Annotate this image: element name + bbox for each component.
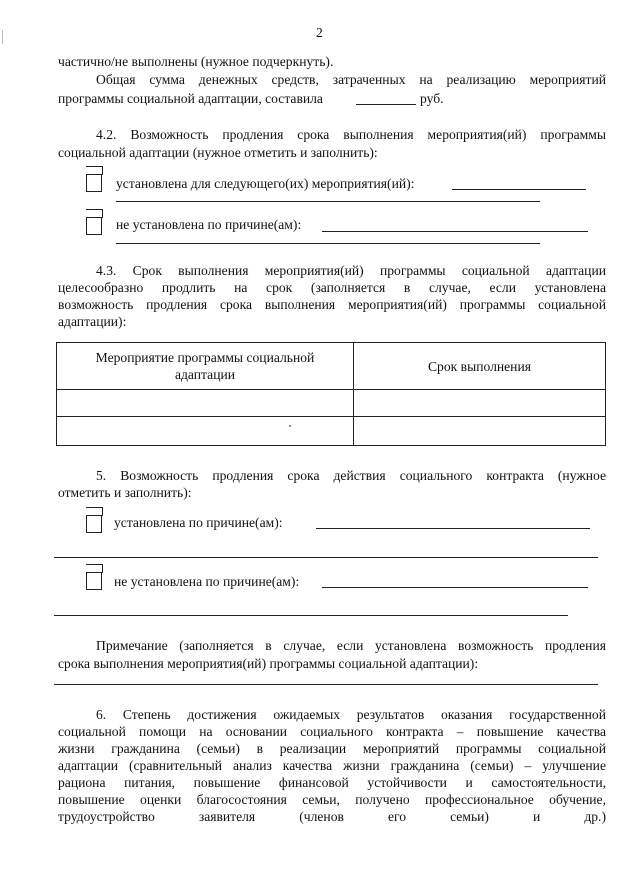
fill-line[interactable] [452, 189, 586, 190]
checkbox-4-2-established[interactable] [86, 174, 102, 192]
fill-line[interactable] [54, 557, 598, 558]
currency-label: руб. [420, 91, 444, 106]
amount-blank[interactable] [356, 104, 416, 105]
text-line: социальной адаптации (нужное отметить и заполнить): [58, 145, 378, 160]
table-cell[interactable] [354, 390, 606, 417]
scan-speck [289, 425, 291, 427]
section-4-2-heading: 4.2. Возможность продления срока выполнения мероприятия(ий) программы [96, 127, 606, 142]
table-header-term: Срок выполнения [354, 343, 606, 390]
checkbox-5-not-established[interactable] [86, 572, 102, 590]
fill-line[interactable] [54, 615, 568, 616]
text-line: программы социальной адаптации, составила [58, 91, 323, 106]
text-line: рациона питания, повышение финансовой устойчивости и самостоятельности, [58, 775, 606, 790]
text-line: целесообразно продлить на срок (заполняется в случае, если установлена [58, 280, 606, 295]
fill-line[interactable] [116, 243, 540, 244]
text-line: отметить и заполнить): [58, 485, 192, 500]
table-cell[interactable] [57, 417, 354, 446]
scan-edge-mark [2, 30, 3, 44]
fill-line[interactable] [322, 231, 588, 232]
text-line: адаптации (сравнительный анализ качества жизни гражданина (семьи) – улучшение [58, 758, 606, 773]
section-5-heading: 5. Возможность продления срока действия социального контракта (нужное [96, 468, 606, 483]
text-line: Общая сумма денежных средств, затраченных на реализацию мероприятий [96, 72, 606, 87]
text-line: адаптации): [58, 314, 127, 329]
text-line: частично/не выполнены (нужное подчеркнуть). [58, 54, 334, 69]
fill-line[interactable] [316, 528, 590, 529]
fill-line[interactable] [116, 201, 540, 202]
table-cell[interactable] [354, 417, 606, 446]
table-row [57, 417, 606, 446]
page-number: 2 [316, 25, 323, 40]
text-line: повышение оценки благосостояния семьи, получено профессиональное обучение, [58, 792, 606, 807]
text-line: возможность продления срока выполнения мероприятия(ий) программы социальной [58, 297, 606, 312]
text-line: жизни гражданина (семьи) в реализации мероприятий программы социальной [58, 741, 606, 756]
table-header-activity: Мероприятие программы социальной адаптации [57, 343, 354, 390]
text-line: трудоустройство заявителя (членов его семьи) и др.) [58, 809, 606, 824]
option-label: не установлена по причине(ам): [116, 217, 302, 232]
section-6-heading: 6. Степень достижения ожидаемых результатов оказания государственной [96, 707, 606, 722]
option-label: установлена по причине(ам): [114, 515, 283, 530]
note-heading: Примечание (заполняется в случае, если установлена возможность продления [96, 638, 606, 653]
extension-table [56, 342, 606, 446]
text-line: социальной помощи на основании социального контракта – повышение качества [58, 724, 606, 739]
option-label: не установлена по причине(ам): [114, 574, 300, 589]
fill-line[interactable] [322, 587, 588, 588]
checkbox-5-established[interactable] [86, 515, 102, 533]
fill-line[interactable] [54, 684, 598, 685]
text-line: срока выполнения мероприятия(ий) программы социальной адаптации): [58, 656, 479, 671]
table-cell[interactable] [57, 390, 354, 417]
checkbox-4-2-not-established[interactable] [86, 217, 102, 235]
option-label: установлена для следующего(их) мероприятия(ий): [116, 176, 415, 191]
section-4-3-heading: 4.3. Срок выполнения мероприятия(ий) программы социальной адаптации [96, 263, 606, 278]
table-row [57, 390, 606, 417]
